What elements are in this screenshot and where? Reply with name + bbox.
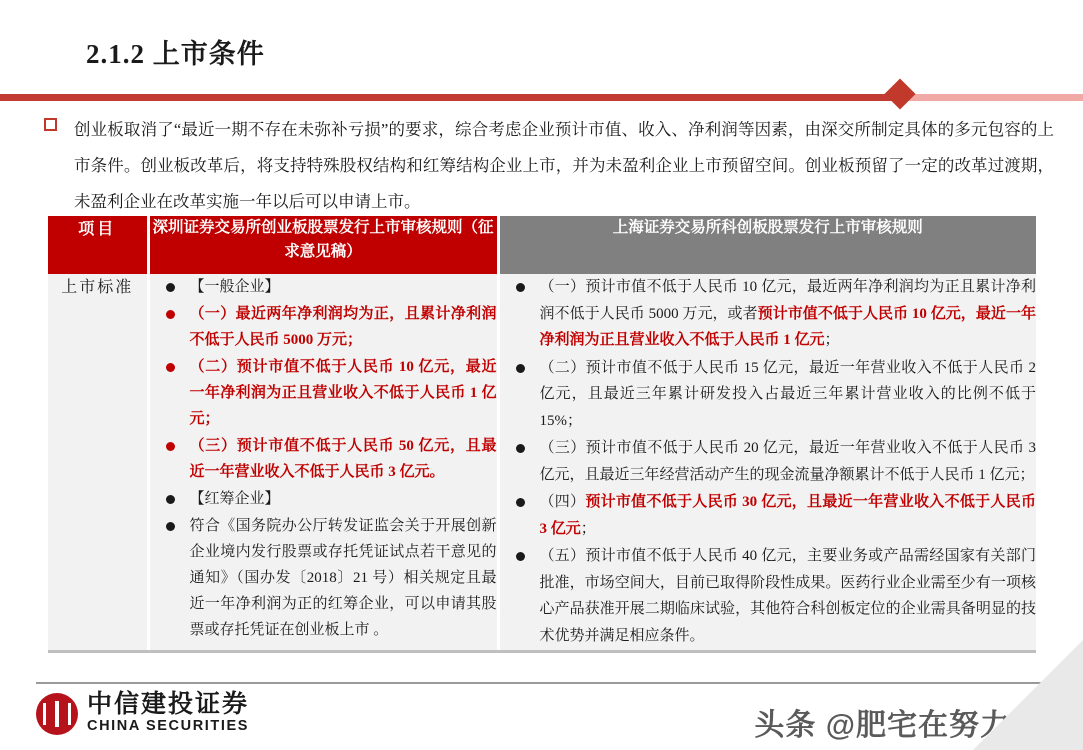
shenzhen-cell <box>148 274 498 652</box>
listing-conditions-table <box>48 216 1036 653</box>
logo-text-en: CHINA SECURITIES <box>87 718 250 734</box>
list-item <box>500 489 1037 542</box>
intro-paragraph <box>44 112 1054 220</box>
plain-text: （四） <box>539 494 586 510</box>
watermark: 头条 @肥宅在努力ing <box>754 709 1059 742</box>
list-item: （三）预计市值不低于人民币 50 亿元，且最近一年营业收入不低于人民币 3 亿元。 <box>150 433 497 485</box>
col-header-shanghai: 上海证券交易所科创板股票发行上市审核规则 <box>498 216 1036 274</box>
plain-text: （一）预计市值不低于人民币 10 亿元，最近两年净利润均为正且累计净利润不低于人民币 5000 万元，或者 <box>539 279 1036 322</box>
plain-text: （三）预计市值不低于人民币 20 亿元，最近一年营业收入不低于人民币 3 亿元，且最近三年经营活动产生的现金流量净额累计不低于人民币 1 亿元； <box>539 440 1036 483</box>
plain-text: ； <box>580 520 596 537</box>
list-item: （一）最近两年净利润均为正，且累计净利润不低于人民币 5000 万元； <box>150 301 497 353</box>
col-header-shenzhen: 深圳证券交易所创业板股票发行上市审核规则（征求意见稿） <box>148 216 498 274</box>
divider-dark-segment <box>0 94 903 101</box>
plain-text: ； <box>824 332 840 348</box>
square-bullet-icon <box>44 118 57 131</box>
company-logo <box>36 692 249 735</box>
citic-circle-logo-icon <box>36 693 78 735</box>
highlighted-text: 预计市值不低于人民币 10 亿元，最近一年净利润为正且营业收入不低于人民币 1 亿元 <box>539 305 1036 348</box>
col-header-item: 项目 <box>48 216 148 274</box>
highlighted-text: 预计市值不低于人民币 30 亿元，且最近一年营业收入不低于人民币 3 亿元 <box>539 494 1036 537</box>
divider-light-segment <box>903 94 1083 101</box>
plain-text: （二）预计市值不低于人民币 15 亿元，最近一年营业收入不低于人民币 2 亿元，且最近三年累计研发投入占最近三年累计营业收入的比例不低于 15%； <box>539 359 1036 429</box>
plain-text: （五）预计市值不低于人民币 40 亿元，主要业务或产品需经国家有关部门批准，市场空间大，目前已取得阶段性成果。医药行业企业需至少有一项核心产品获准开展二期临床试验，其他符合科创板定位的企业需具备明显的技术优势并满足相应条件。 <box>539 548 1036 644</box>
list-item <box>500 435 1037 488</box>
diamond-marker-icon <box>884 78 915 109</box>
row-label-listing-standard: 上市标准 <box>48 274 148 652</box>
list-item <box>500 274 1037 354</box>
table-header-row <box>48 216 1036 274</box>
shanghai-cell <box>498 274 1036 652</box>
intro-text: 创业板取消了“最近一期不存在未弥补亏损”的要求，综合考虑企业预计市值、收入、净利润等因素，由深交所制定具体的多元包容的上市条件。创业板改革后，将支持特殊股权结构和红筹结构企业上市，并为未盈利企业上市预留空间。创业板预留了一定的改革过渡期，未盈利企业在改革实施一年以后可以申请上市。 <box>74 120 1054 211</box>
list-item: 【红筹企业】 <box>150 486 497 512</box>
shenzhen-bullet-list <box>150 274 497 643</box>
table-row <box>48 274 1036 652</box>
list-item: 符合《国务院办公厅转发证监会关于开展创新企业境内发行股票或存托凭证试点若干意见的通知》（国办发〔2018〕21 号）相关规定且最近一年净利润为正的红筹企业，可以申请其股票或存托凭证在创业板上市 。 <box>150 513 497 643</box>
list-item: （二）预计市值不低于人民币 10 亿元，最近一年净利润为正且营业收入不低于人民币 1 亿元； <box>150 354 497 432</box>
logo-text-cn: 中信建投证券 <box>87 691 250 718</box>
list-item: 【一般企业】 <box>150 274 497 300</box>
header-divider <box>0 90 1083 104</box>
footer-divider <box>36 682 1048 684</box>
list-item <box>500 355 1037 435</box>
list-item <box>500 543 1037 649</box>
corner-fold-decoration <box>973 640 1083 750</box>
shanghai-bullet-list <box>500 274 1037 649</box>
page-title: 2.1.2 上市条件 <box>86 39 265 69</box>
